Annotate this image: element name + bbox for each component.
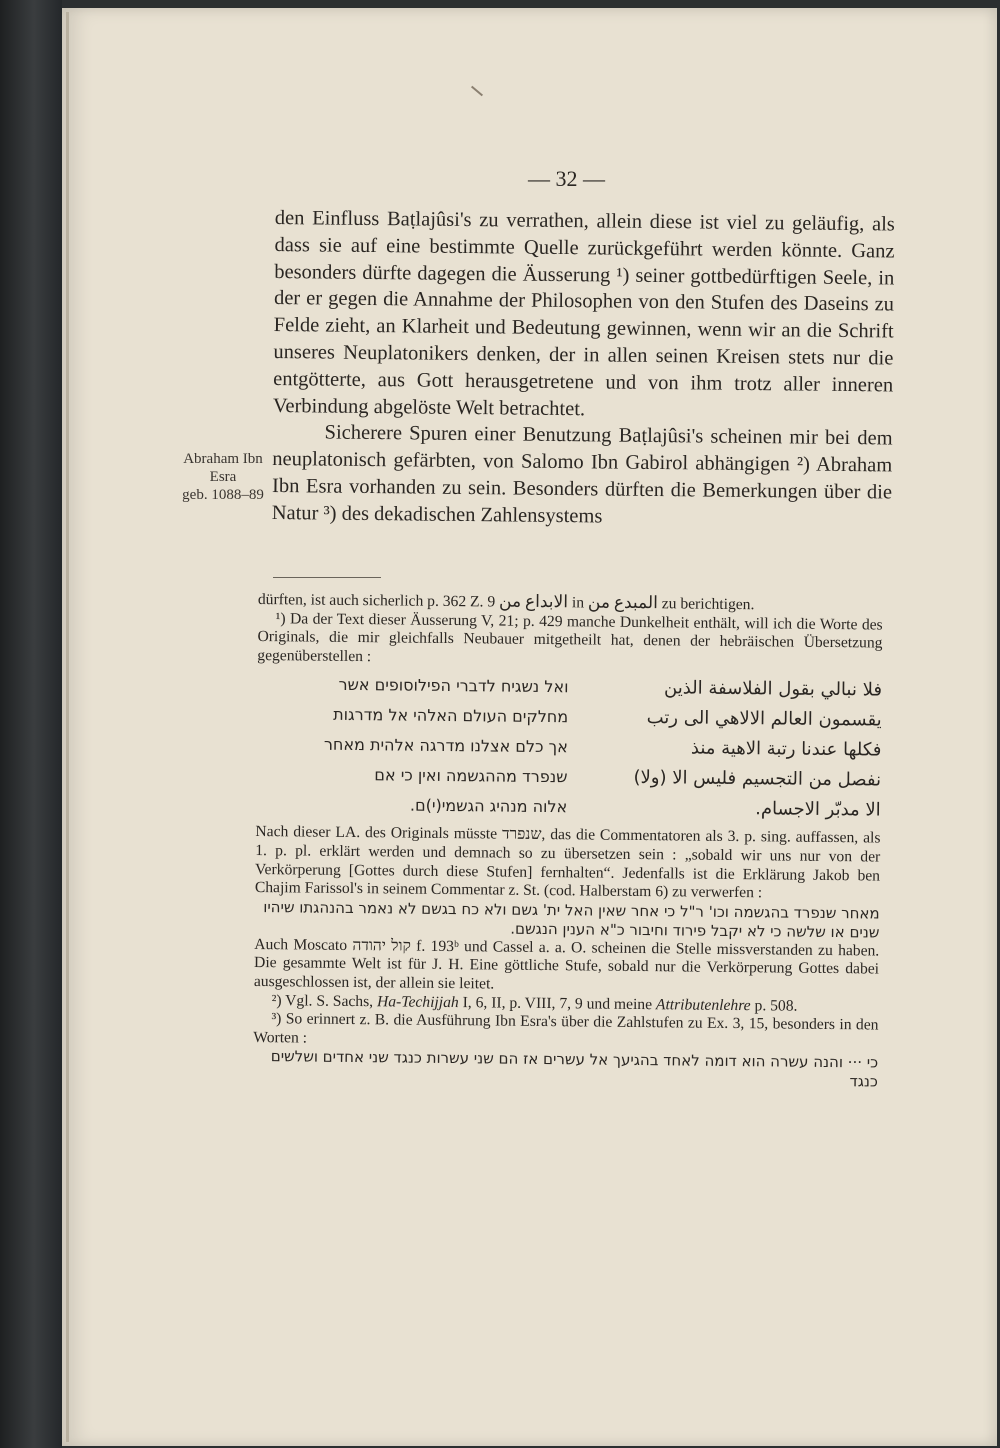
parallel-texts — [270, 670, 883, 826]
hebrew-quote: מאחר שנפרד בהגשמה וכו' ר"ל כי אחר שאין האל ית' גשם ולא כח בגשם לא נאמר בהנהגתו שיהיו שנים או שלשה כי לא יקבל פירוד וחיבור כ"א הענין הנגשם. — [263, 897, 880, 942]
arabic-line: فلا نبالي بقول الفلاسفة الذين — [663, 677, 883, 701]
margin-note — [168, 450, 278, 504]
footnote-1: ¹) Da der Text dieser Äusserung V, 21; p. 429 manche Dunkelheit enthält, will ich die Worte des Originals, die mir gleichfalls Neubauer mitgetheilt hat, denen der hebräischen Übersetzung gegenüberstellen : — [257, 609, 883, 665]
hebrew-quote: כי ··· והנה עשרה הוא דומה לאחד בהגיעך אל עשרים אז הם שני עשרות כנגד שני אחדים ושלשים כנגד — [270, 1047, 879, 1091]
margin-note-line: Abraham Ibn — [183, 451, 263, 467]
page-edge — [66, 12, 69, 1442]
margin-note-line: Esra — [209, 469, 237, 485]
footnote-2: ²) Vgl. S. Sachs, Ha-Techijjah I, 6, II, p. VIII, 7, 9 und meine Attributenlehre p. 508. — [271, 991, 798, 1015]
page-number: — 32 — — [528, 166, 605, 191]
margin-note-line: geb. 1088–89 — [182, 487, 264, 503]
arabic-line: نفصل من التجسيم فليس الا (ولا) — [633, 767, 882, 791]
book-spine — [0, 0, 62, 1448]
hebrew-line: אך כלם אצלנו מדרגה אלהית מאחר — [323, 735, 568, 757]
paragraph: Sicherere Spuren einer Benutzung Baṭlajûsi's scheinen mir bei dem neuplatonisch gefärbten, von Salomo Ibn Gabirol abhängigen ²) Abraham Ibn Esra vorhanden zu sein. Besonders dürften die Bemerkungen über die Natur ³) des dekadischen Zahlensystems — [271, 421, 893, 528]
footnotes — [253, 590, 883, 1092]
footnote-3: ³) So erinnert z. B. die Ausführung Ibn Esra's über die Zahlstufen zu Ex. 3, 15, besonders in den Worten : — [253, 1010, 879, 1047]
arabic-line: الا مدبّر الاجسام. — [755, 798, 881, 821]
footnote-rule — [273, 577, 381, 578]
footnote-1-end: Auch Moscato קול יהודה f. 193ᵇ und Cassel a. a. O. scheinen die Stelle missverstanden zu haben. Die gesammte Welt ist für J. H. Eine göttliche Stufe, sobald nur die Verkörperung Gottes dabei ausgeschlossen ist, der allein sie leitet. — [253, 935, 880, 993]
footnote-1-continued: Nach dieser LA. des Originals müsste שנפרד, das die Commentatoren als 3. p. sing. auffassen, als 1. p. pl. erklärt werden und demnach so zu übersetzen sein : „sobald wir uns nur von der Verkörperung [Gottes durch diese Stufen] fernhalten“. Jedenfalls ist die Erklärung Jakob ben Chajim Farissol's in seinem Commentar z. St. (cod. Halberstam 6) zu verwerfen : — [254, 823, 881, 902]
footnote-continuation: dürften, ist auch sicherlich p. 362 Z. 9 الابداع من in المبدع من zu berichtigen. — [257, 590, 755, 614]
arabic-line: يقسمون العالم الالاهي الى رتب — [646, 707, 882, 731]
main-text — [272, 205, 895, 533]
hebrew-line: אלוה מנהיג הגשמי(י)ם. — [409, 795, 568, 817]
arabic-line: فكلها عندنا رتبة الاهية منذ — [690, 737, 882, 761]
hebrew-line: מחלקים העולם האלהי אל מדרגות — [333, 705, 569, 727]
hebrew-line: שנפרד מההגשמה ואין כי אם — [374, 765, 568, 787]
paragraph: den Einfluss Baṭlajûsi's zu verrathen, allein diese ist viel zu geläufig, als dass sie auf eine bestimmte Quelle zurückgeführt werden könnte. Ganz besonders dürfte dagegen die Äusserung ¹) seiner gottbedürftigen Seele, in der er gegen die Annahme der Philosophen von den Stufen des Daseins zu Felde zieht, an Klarheit und Bedeutung gewinnen, wenn wir an die Schrift unseres Neuplatonikers denken, der in allen seinen Kreisen stets nur die entgötterte, aus Gott herausgetretene und von ihm trotz aller inneren Verbindung abgelöste Welt betrachtet. — [272, 206, 895, 420]
hebrew-line: ואל נשגיח לדברי הפילוסופים אשר — [338, 675, 569, 697]
